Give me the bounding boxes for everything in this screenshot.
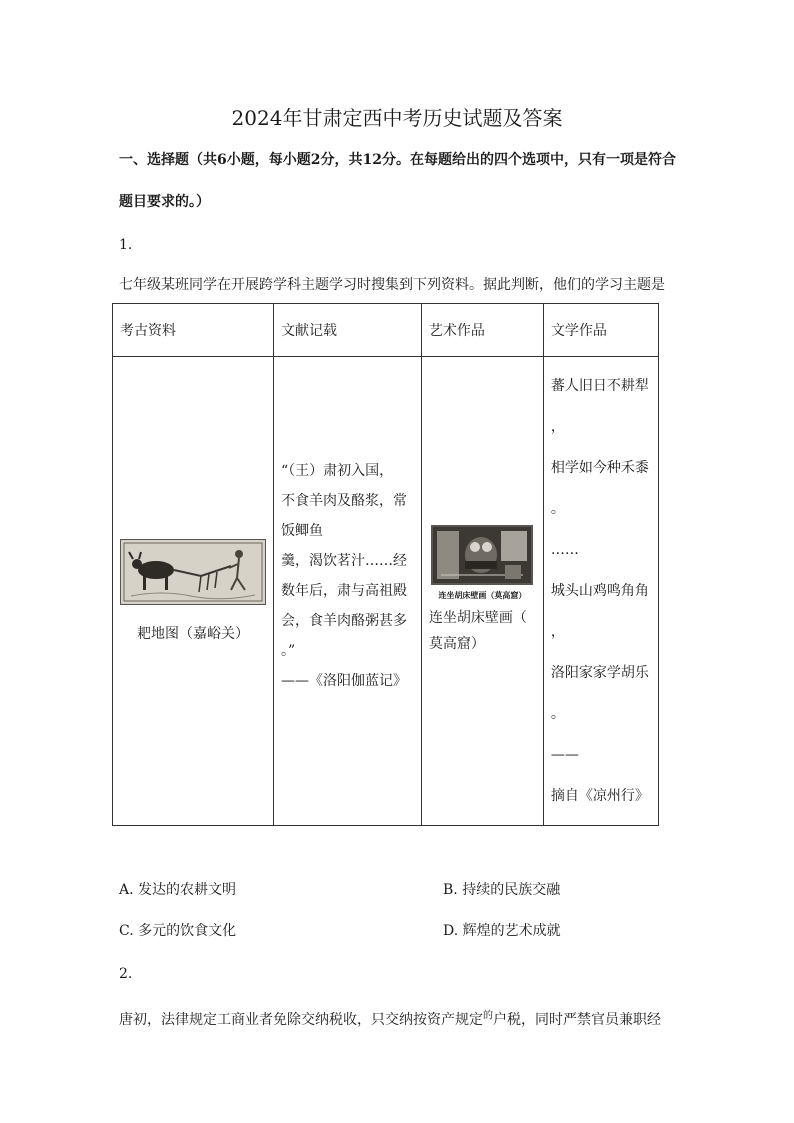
poem-line: 洛阳家家学胡乐 — [550, 664, 649, 681]
document-line: 不食羊肉及酪浆，常 — [281, 493, 407, 509]
question-2-stem-superscript: 的 — [483, 1010, 493, 1022]
archaeology-cell — [113, 357, 274, 826]
option-a[interactable]: A. 发达的农耕文明 — [119, 882, 237, 898]
table-header-archaeology: 考古资料 — [113, 304, 274, 357]
art-caption-line: 莫高窟） — [428, 636, 485, 652]
poem-line: ， — [550, 418, 565, 435]
document-line: 数年后，肃与高祖殿 — [281, 583, 407, 599]
poem-line: 城头山鸡鸣角角 — [550, 582, 649, 599]
question-1-number: 1. — [119, 237, 133, 253]
archaeology-caption: 耙地图（嘉峪关） — [137, 626, 249, 642]
question-2-number: 2. — [119, 966, 133, 982]
option-c[interactable]: C. 多元的饮食文化 — [119, 923, 237, 939]
ox-plowing-mural-image — [120, 539, 266, 605]
poem-source: 摘自《凉州行》 — [550, 787, 649, 804]
question-1-table — [112, 303, 659, 826]
document-line: 羹，渴饮茗汁……经 — [281, 553, 407, 569]
art-caption-line: 连坐胡床壁画（ — [428, 610, 527, 626]
poem-line: 。 — [550, 705, 565, 722]
document-line: 会，食羊肉酪粥甚多 — [281, 613, 407, 629]
question-2-stem — [119, 1010, 661, 1030]
poem-line: —— — [550, 746, 579, 763]
section-heading-line1: 一、选择题（共6小题，每小题2分，共12分。在每题给出的四个选项中，只有一项是符合 — [119, 152, 676, 168]
table-header-literature: 文学作品 — [543, 304, 658, 357]
section-heading-line2: 题目要求的。） — [119, 194, 210, 210]
documents-cell — [274, 357, 422, 826]
table-header-art: 艺术作品 — [421, 304, 543, 357]
mural-image — [431, 525, 533, 601]
poem-line: …… — [550, 541, 579, 558]
document-source: ——《洛阳伽蓝记》 — [281, 673, 407, 689]
document-line: 。” — [281, 643, 296, 659]
question-2-stem-part2: 户税，同时严禁官员兼职经 — [493, 1012, 661, 1028]
document-line: 饭鲫鱼 — [281, 523, 323, 539]
poem-line: 相学如今种禾黍 — [550, 459, 649, 476]
table-header-documents: 文献记载 — [274, 304, 422, 357]
poem-line: 。 — [550, 500, 565, 517]
question-2-stem-part1: 唐初，法律规定工商业者免除交纳税收，只交纳按资产规定 — [119, 1012, 483, 1028]
poem-line: ， — [550, 623, 565, 640]
art-cell — [421, 357, 543, 826]
poem-cell — [543, 357, 658, 826]
option-d[interactable]: D. 辉煌的艺术成就 — [443, 923, 561, 939]
poem-line: 蕃人旧日不耕犁 — [550, 377, 649, 394]
question-1-stem: 七年级某班同学在开展跨学科主题学习时搜集到下列资料。据此判断，他们的学习主题是 — [119, 277, 665, 293]
option-b[interactable]: B. 持续的民族交融 — [443, 882, 561, 898]
document-line: “（王）肃初入国， — [281, 463, 394, 479]
page-title: 2024年甘肃定西中考历史试题及答案 — [231, 106, 563, 130]
mural-image-label: 连坐胡床壁画（莫高窟） — [438, 590, 527, 600]
